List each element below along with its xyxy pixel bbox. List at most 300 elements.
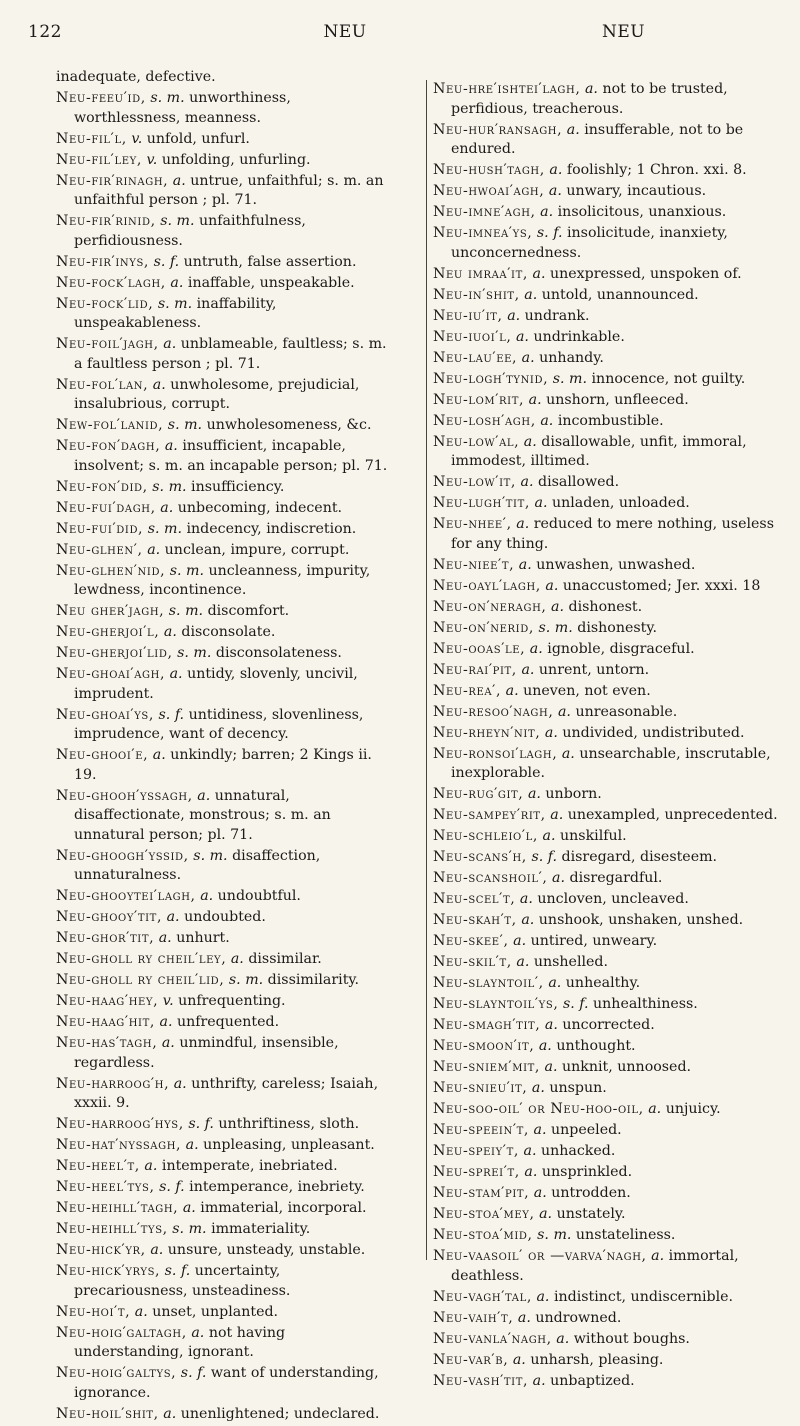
headword: Neu-fil′ley, (56, 151, 142, 168)
dictionary-entry (433, 703, 787, 723)
dictionary-entry (433, 577, 787, 597)
part-of-speech: s. m. (172, 1221, 207, 1237)
headword: Neu-slayntoil′, (433, 975, 544, 991)
headword: Neu-nhee′, (433, 516, 512, 532)
dictionary-entry (433, 203, 787, 223)
definition: undivided, undistributed. (562, 724, 745, 741)
headword: Neu-fil′l, (56, 130, 127, 147)
headword: Neu-schleio′l, (433, 828, 539, 844)
definition: dissimilarity. (267, 972, 360, 988)
part-of-speech: s. f. (180, 1365, 207, 1381)
part-of-speech: a. (160, 499, 174, 516)
headword: Neu-rug′git, (433, 786, 524, 802)
definition: disconsolateness. (215, 645, 342, 661)
part-of-speech: v. (162, 993, 174, 1009)
part-of-speech: a. (548, 975, 562, 991)
definition: untold, unannounced. (541, 286, 699, 303)
definition: unharsh, pleasing. (530, 1351, 664, 1368)
part-of-speech: s. m. (552, 370, 587, 387)
definition: insolicitude, inanxiety, unconcernedness. (451, 225, 728, 261)
headword: Neu-ooas′le, (433, 640, 526, 657)
part-of-speech: s. m. (168, 603, 204, 619)
part-of-speech: s. m. (152, 478, 187, 495)
part-of-speech: v. (146, 151, 158, 168)
definition: unstateliness. (575, 1227, 676, 1243)
part-of-speech: a. (512, 1351, 526, 1368)
dictionary-entry (56, 1115, 396, 1135)
headword: Neu-imne′agh, (433, 204, 536, 220)
dictionary-entry (433, 121, 787, 160)
definition: unaccustomed; Jer. xxxi. 18 (562, 577, 761, 594)
part-of-speech: a. (552, 870, 565, 886)
headword: Neu-hick′yrys, (56, 1263, 161, 1279)
headword: Neu-speiy′t, (433, 1143, 519, 1159)
headword: Neu-on′neragh, (433, 598, 547, 615)
part-of-speech: a. (548, 183, 562, 199)
dictionary-entry (56, 416, 396, 436)
part-of-speech: a. (513, 933, 527, 949)
dictionary-entry (433, 1205, 787, 1225)
dictionary-entry (56, 665, 396, 704)
definition: unfrequenting. (178, 993, 286, 1009)
definition: unfrequented. (176, 1014, 280, 1030)
headword: Neu-heihll′tys, (56, 1221, 168, 1237)
part-of-speech: s. f. (158, 706, 185, 723)
dictionary-entry (433, 286, 787, 306)
definition: untrue, unfaithful; s. m. an unfaithful person ; pl. 71. (74, 172, 384, 208)
part-of-speech: a. (134, 1303, 148, 1320)
dictionary-entry (433, 412, 787, 432)
definition: unfolding, unfurling. (161, 151, 311, 168)
part-of-speech: a. (524, 286, 538, 303)
headword: Neu-niee′t, (433, 556, 515, 573)
headword: Neu-smoon′it, (433, 1038, 535, 1054)
dictionary-entry (56, 130, 396, 150)
part-of-speech: s. f. (164, 1263, 191, 1279)
headword: Neu-vash′tit, (433, 1372, 529, 1389)
dictionary-entry (56, 602, 396, 622)
dictionary-entry (433, 848, 787, 868)
part-of-speech: a. (169, 666, 183, 682)
dictionary-entry (433, 1184, 787, 1204)
dictionary-entry (56, 151, 396, 171)
dictionary-entry (56, 172, 396, 211)
definition: unexpressed, unspoken of. (549, 265, 742, 282)
headword: Neu-iu′it, (433, 307, 503, 324)
definition: unknit, unnoosed. (562, 1059, 692, 1075)
definition: unbecoming, indecent. (177, 499, 343, 516)
definition: unpeeled. (551, 1122, 622, 1138)
part-of-speech: a. (516, 954, 530, 970)
dictionary-entry (433, 307, 787, 327)
part-of-speech: s. m. (228, 972, 264, 988)
dictionary-entry (433, 1226, 787, 1246)
headword: Neu-feeu′id, (56, 90, 146, 106)
right-running-head: NEU (602, 22, 646, 42)
definition: inaffable, unspeakable. (187, 274, 355, 291)
part-of-speech: s. m. (193, 847, 228, 864)
dictionary-entry (433, 869, 787, 889)
definition: intemperate, inebriated. (161, 1158, 338, 1174)
headword: Neu-fock′lid, (56, 295, 154, 312)
headword: Neu-hur′ransagh, (433, 121, 563, 138)
headword: Neu-hat′nyssagh, (56, 1137, 182, 1153)
definition: innocence, not guilty. (591, 370, 746, 387)
dictionary-entry (56, 1013, 396, 1033)
headword: Neu-fir′rinid, (56, 213, 156, 229)
dictionary-entry (56, 274, 396, 294)
left-column (56, 68, 396, 1426)
headword: Neu-heel′t, (56, 1158, 140, 1174)
part-of-speech: a. (532, 1372, 546, 1389)
part-of-speech: a. (542, 828, 556, 844)
dictionary-entry (433, 161, 787, 181)
part-of-speech: a. (159, 1014, 173, 1030)
dictionary-entry (433, 724, 787, 744)
page-header (28, 22, 772, 46)
dictionary-entry (56, 1157, 396, 1177)
dictionary-entry (433, 515, 787, 554)
part-of-speech: a. (540, 412, 554, 429)
definition: unsprinkled. (541, 1164, 633, 1180)
definition: unwary, incautious. (566, 183, 707, 199)
dictionary-entry (433, 433, 787, 472)
dictionary-entry (433, 682, 787, 702)
part-of-speech: a. (520, 474, 534, 490)
definition: not to be trusted, perfidious, treacherous. (451, 81, 728, 117)
dictionary-entry (56, 1075, 396, 1114)
dictionary-entry (433, 974, 787, 994)
headword: Neu-hush′tagh, (433, 162, 545, 178)
dictionary-entry (433, 1351, 787, 1371)
definition: unclean, impure, corrupt. (164, 541, 350, 558)
definition: reduced to mere nothing, useless for any thing. (451, 516, 774, 552)
definition: unmindful, insensible, regardless. (74, 1035, 339, 1071)
headword: Neu-scanshoil′, (433, 870, 548, 886)
left-running-head: NEU (323, 22, 367, 42)
headword: Neu-hoig′galtys, (56, 1365, 177, 1381)
dictionary-entry (433, 932, 787, 952)
definition: untired, unweary. (530, 933, 658, 949)
headword: New-fol′lanid, (56, 417, 164, 433)
dictionary-entry (433, 1330, 787, 1350)
part-of-speech: a. (505, 682, 519, 699)
part-of-speech: a. (163, 624, 177, 640)
part-of-speech: s. f. (562, 996, 589, 1012)
part-of-speech: s. f. (188, 1116, 214, 1132)
dictionary-entry (56, 1034, 396, 1073)
headword: Neu-ghooy′tit, (56, 909, 163, 925)
definition: incombustible. (557, 412, 664, 429)
headword: Neu-imnea′ys, (433, 225, 533, 241)
definition: undrank. (524, 307, 590, 324)
part-of-speech: a. (163, 1405, 177, 1422)
right-column (426, 80, 787, 1389)
headword: Neu-sampey′rit, (433, 807, 546, 823)
headword: Neu-glhen′nid, (56, 562, 166, 579)
headword: Neu-rheyn′nit, (433, 724, 541, 741)
definition: undrowned. (535, 1309, 622, 1326)
dictionary-entry (433, 827, 787, 847)
headword: Neu-low′al, (433, 433, 520, 450)
part-of-speech: a. (150, 1242, 164, 1258)
dictionary-entry (56, 787, 396, 846)
dictionary-entry (433, 1058, 787, 1078)
part-of-speech: a. (556, 1330, 570, 1347)
definition: unwholesomeness, &c. (206, 417, 372, 433)
dictionary-entry (433, 953, 787, 973)
definition: unfold, unfurl. (146, 130, 250, 147)
definition: untrodden. (551, 1185, 631, 1201)
headword: Neu-in′shit, (433, 286, 520, 303)
headword: Neu-haag′hit, (56, 1014, 155, 1030)
dictionary-entry (56, 253, 396, 273)
dictionary-entry (433, 598, 787, 618)
part-of-speech: a. (561, 745, 575, 762)
dictionary-entry (56, 1262, 396, 1301)
part-of-speech: a. (531, 1080, 545, 1096)
definition: immateriality. (211, 1221, 311, 1237)
part-of-speech: a. (521, 661, 535, 678)
definition: unfaithfulness, perfidiousness. (74, 213, 306, 249)
headword: Neu-fir′inys, (56, 253, 150, 270)
definition: unshorn, unfleeced. (546, 391, 689, 408)
part-of-speech: s. m. (538, 619, 573, 636)
dictionary-entry (56, 706, 396, 745)
headword: Neu-foil′jagh, (56, 336, 159, 352)
headword: Neu-gholl ry cheil′lid, (56, 972, 225, 988)
definition: inadequate, defective. (56, 69, 216, 85)
headword: Neu gher′jagh, (56, 603, 165, 619)
part-of-speech: s. m. (167, 417, 203, 433)
dictionary-entry (433, 806, 787, 826)
headword: Neu-on′nerid, (433, 619, 534, 636)
headword: Neu-snieu′it, (433, 1080, 528, 1096)
headword: Neu-fir′rinagh, (56, 172, 169, 189)
dictionary-entry (56, 212, 396, 251)
headword: Neu-stam′pit, (433, 1185, 530, 1201)
dictionary-entry (433, 619, 787, 639)
dictionary-entry (433, 661, 787, 681)
headword: Neu-fon′dagh, (56, 438, 161, 454)
dictionary-entry (433, 391, 787, 411)
definition: discomfort. (207, 603, 290, 619)
definition: unborn. (545, 786, 602, 802)
part-of-speech: s. m. (160, 213, 195, 229)
part-of-speech: a. (550, 807, 564, 823)
definition: dissimilar. (248, 951, 322, 967)
headword: Neu-skee′, (433, 933, 509, 949)
headword: Neu-ghooh′yssagh, (56, 787, 193, 804)
dictionary-entry (433, 1100, 787, 1120)
headword: Neu-scans′h, (433, 849, 527, 865)
part-of-speech: a. (532, 265, 546, 282)
dictionary-entry (433, 1247, 787, 1286)
part-of-speech: a. (533, 1122, 547, 1138)
definition: uncleanness, impurity, lewdness, incontinence. (74, 562, 371, 598)
definition: insufficient, incapable, insolvent; s. m. an incapable person; pl. 71. (74, 438, 388, 474)
part-of-speech: a. (536, 1288, 550, 1305)
dictionary-entry (56, 644, 396, 664)
definition: foolishly; 1 Chron. xxi. 8. (566, 162, 747, 178)
dictionary-entry (433, 1142, 787, 1162)
headword: Neu-hoil′shit, (56, 1405, 159, 1422)
headword: Neu-has′tagh, (56, 1035, 158, 1051)
dictionary-entry (433, 745, 787, 784)
dictionary-entry (56, 746, 396, 785)
definition: unskilful. (560, 828, 627, 844)
headword: Neu-glhen′, (56, 541, 143, 558)
dictionary-entry (433, 1163, 787, 1183)
headword: Neu-ghooytei′lagh, (56, 888, 196, 904)
part-of-speech: a. (584, 81, 598, 97)
definition: unexampled, unprecedented. (567, 807, 778, 823)
headword: Neu-soo-oil′ or Neu-hoo-oil, (433, 1101, 644, 1117)
headword: Neu-ronsoi′lagh, (433, 745, 558, 762)
definition: undoubtful. (217, 888, 301, 904)
headword: Neu-lom′rit, (433, 391, 525, 408)
dictionary-entry (433, 370, 787, 390)
part-of-speech: a. (533, 1185, 547, 1201)
headword: Neu-gherjoi′lid, (56, 645, 173, 661)
dictionary-entry (56, 992, 396, 1012)
dictionary-entry (433, 182, 787, 202)
page-number: 122 (28, 22, 62, 42)
headword: Neu-losh′agh, (433, 412, 536, 429)
dictionary-entry (56, 335, 396, 374)
dictionary-entry (56, 1364, 396, 1403)
dictionary-entry (56, 89, 396, 128)
part-of-speech: a. (144, 1158, 158, 1174)
part-of-speech: a. (529, 640, 543, 657)
definition: disregardful. (569, 870, 663, 886)
definition: unhacked. (540, 1143, 616, 1159)
headword: Neu-fock′lagh, (56, 274, 166, 291)
part-of-speech: v. (131, 130, 143, 147)
part-of-speech: s. m. (177, 645, 212, 661)
dictionary-entry (56, 950, 396, 970)
definition: unreasonable. (575, 703, 678, 720)
headword: Neu-fon′did, (56, 478, 148, 495)
definition: unshook, unshaken, unshed. (538, 912, 744, 928)
definition: unstately. (556, 1206, 626, 1222)
part-of-speech: a. (566, 121, 580, 138)
part-of-speech: a. (549, 162, 563, 178)
definition: unbaptized. (550, 1372, 635, 1389)
headword: Neu-fui′dagh, (56, 499, 156, 516)
dictionary-entry (433, 1037, 787, 1057)
definition: unnatural, disaffectionate, monstrous; s. m. an unnatural person; pl. 71. (74, 787, 331, 843)
definition: dishonest. (568, 598, 643, 615)
part-of-speech: a. (523, 433, 537, 450)
headword: Neu-ghooi′e, (56, 747, 149, 763)
headword: Neu-ghoai′agh, (56, 666, 166, 682)
headword: Neu-vanla′nagh, (433, 1330, 552, 1347)
dictionary-entry (433, 1079, 787, 1099)
part-of-speech: a. (515, 328, 529, 345)
definition: unhandy. (539, 349, 604, 366)
dictionary-entry (433, 224, 787, 263)
headword: Neu-fol′lan, (56, 376, 149, 393)
definition: insolicitous, unanxious. (557, 204, 727, 220)
part-of-speech: a. (538, 1038, 552, 1054)
headword: Neu-heel′tys, (56, 1179, 155, 1195)
dictionary-entry (56, 1303, 396, 1323)
definition: unhealthiness. (593, 996, 698, 1012)
headword: Neu-skil′t, (433, 954, 512, 970)
part-of-speech: a. (521, 912, 535, 928)
definition: disregard, disesteem. (561, 849, 718, 865)
headword: Neu-stoa′mid, (433, 1227, 533, 1243)
definition: inaffability, unspeakableness. (74, 295, 277, 331)
part-of-speech: a. (540, 204, 554, 220)
definition: uncorrected. (562, 1017, 655, 1033)
definition: dishonesty. (577, 619, 657, 636)
part-of-speech: a. (516, 516, 530, 532)
part-of-speech: s. m. (537, 1227, 572, 1243)
headword: Neu-scel′t, (433, 891, 516, 907)
definition: unwashen, unwashed. (536, 556, 696, 573)
part-of-speech: s. m. (150, 90, 185, 106)
definition: untidiness, slovenliness, imprudence, want of decency. (74, 706, 364, 742)
definition: ignoble, disgraceful. (547, 640, 695, 657)
part-of-speech: s. m. (169, 562, 204, 579)
dictionary-entry (56, 929, 396, 949)
dictionary-entry (56, 478, 396, 498)
dictionary-entry (433, 265, 787, 285)
headword: Neu-oayl′lagh, (433, 577, 541, 594)
definition: indecency, indiscretion. (186, 520, 357, 537)
part-of-speech: a. (551, 598, 565, 615)
definition: unset, unplanted. (152, 1303, 279, 1320)
headword: Neu-hoig′galtagh, (56, 1324, 187, 1341)
dictionary-entry (433, 1016, 787, 1036)
headword: Neu-var′b, (433, 1351, 509, 1368)
definition: untruth, false assertion. (183, 253, 357, 270)
definition: disallowed. (538, 474, 620, 490)
headword: Neu-lugh′tit, (433, 495, 530, 511)
headword: Neu-smagh′tit, (433, 1017, 541, 1033)
part-of-speech: s. m. (157, 295, 193, 312)
definition: unworthiness, worthlessness, meanness. (74, 90, 291, 126)
dictionary-entry (433, 995, 787, 1015)
headword: Neu-hoi′t, (56, 1303, 131, 1320)
part-of-speech: a. (518, 556, 532, 573)
part-of-speech: a. (166, 909, 180, 925)
headword: Neu-harroog′hys, (56, 1116, 184, 1132)
part-of-speech: a. (521, 349, 535, 366)
part-of-speech: a. (147, 541, 161, 558)
dictionary-entry (433, 1309, 787, 1329)
part-of-speech: a. (557, 703, 571, 720)
headword: Neu-speein′t, (433, 1122, 530, 1138)
dictionary-entry (56, 1136, 396, 1156)
part-of-speech: a. (152, 747, 166, 763)
headword: Neu-gherjoi′l, (56, 624, 160, 640)
definition: disaffection, unnaturalness. (74, 847, 321, 883)
part-of-speech: s. m. (147, 520, 182, 537)
dictionary-entry (433, 1372, 787, 1392)
part-of-speech: a. (544, 1059, 558, 1075)
part-of-speech: a. (163, 336, 177, 352)
headword: Neu-fui′did, (56, 520, 144, 537)
dictionary-entry (56, 1199, 396, 1219)
headword: Neu-hwoai′agh, (433, 183, 545, 199)
definition: unkindly; barren; 2 Kings ii. 19. (74, 747, 372, 783)
part-of-speech: a. (182, 1200, 196, 1216)
headword: Neu-iuoi′l, (433, 328, 512, 345)
dictionary-entry (433, 328, 787, 348)
